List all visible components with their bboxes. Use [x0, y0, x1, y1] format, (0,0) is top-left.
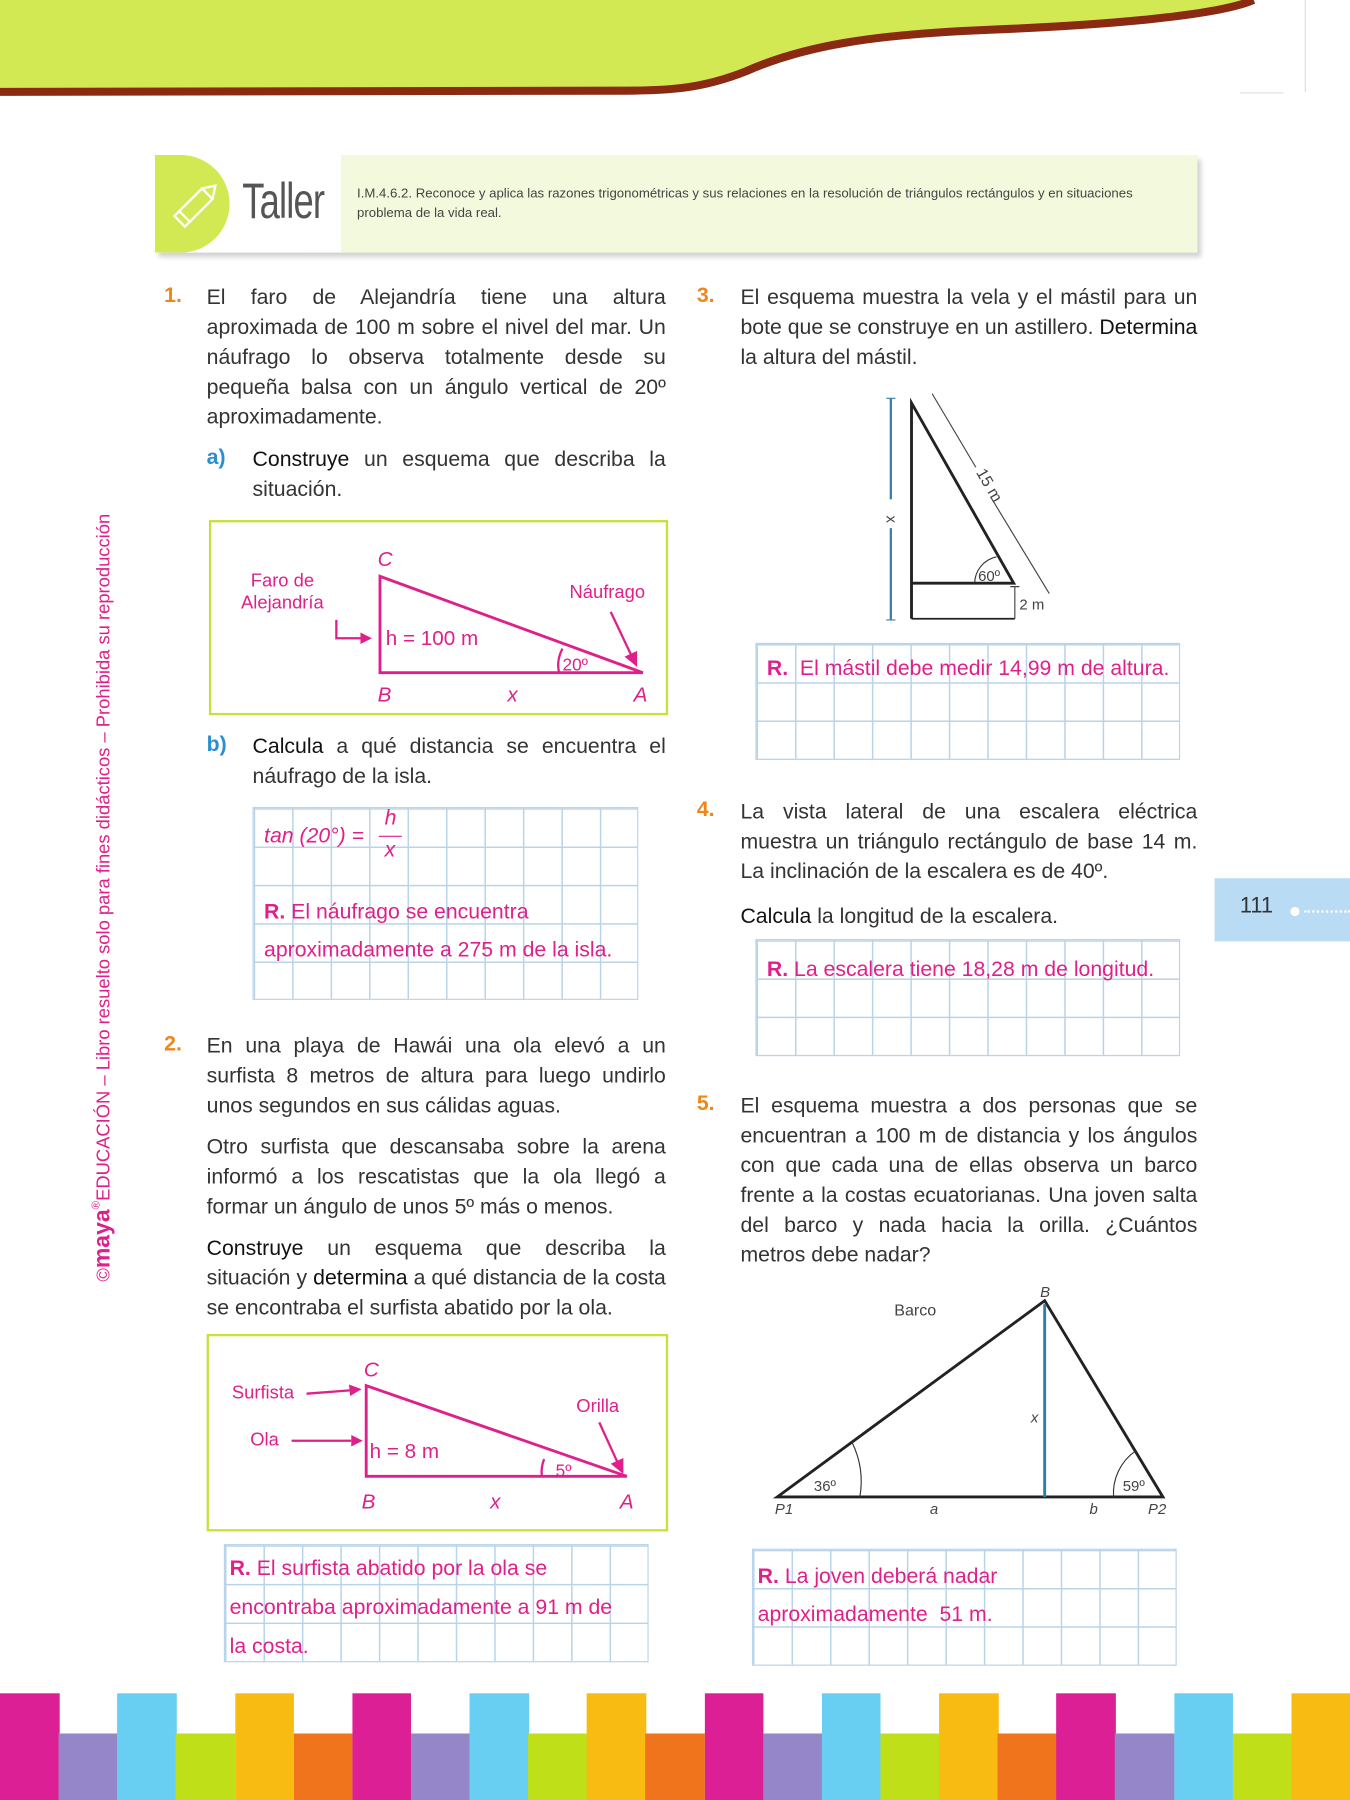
angle-p1-label: 36º	[813, 1478, 836, 1496]
vertex-a: A	[633, 683, 648, 707]
side-x: x	[490, 1490, 501, 1514]
problem-2-text-2: Otro surfista que descansaba sobre la arena informó a los rescatistas que la ola llegó a formar un ángulo de unos 5º más o menos.	[206, 1134, 666, 1219]
problem-2-text-1: En una playa de Hawái una ola elevó a un surfista 8 metros de altura para luego undirlo unos segundos en sus cálidas aguas.	[206, 1033, 666, 1118]
naufrago-label: Náufrago	[569, 581, 646, 603]
registered-symbol: ®	[90, 1200, 103, 1210]
decorative-stripes	[0, 1693, 1350, 1800]
arrow-icon	[349, 1384, 362, 1395]
vertex-a: A	[619, 1490, 634, 1514]
stripe	[411, 1733, 470, 1800]
stripe	[1174, 1693, 1233, 1800]
stripe	[822, 1693, 881, 1800]
header-wave	[0, 0, 1350, 115]
fraction-denominator: x	[384, 836, 396, 861]
stripe	[1115, 1733, 1174, 1800]
rest: la altura del mástil.	[740, 344, 918, 369]
answer-grid-3[interactable]	[755, 643, 1180, 760]
answer-5-line-2: aproximadamente 51 m.	[757, 1601, 993, 1626]
text: El esquema muestra la vela y el mástil para un bote que se construye en un astillero.	[740, 284, 1198, 339]
stripe	[528, 1733, 587, 1800]
answer-grid-5[interactable]	[752, 1549, 1177, 1666]
taller-header	[155, 155, 1197, 253]
diagram-2	[209, 1336, 666, 1529]
verb: Calcula	[252, 733, 324, 758]
verb: Calcula	[740, 903, 812, 928]
vertex-c: C	[377, 547, 393, 571]
arrow-icon	[360, 633, 371, 644]
r-label: R.	[766, 655, 789, 680]
height-x-label: x	[1030, 1409, 1039, 1427]
angle-label: 5º	[555, 1460, 572, 1481]
stripe	[1057, 1693, 1116, 1800]
stripe	[1233, 1733, 1292, 1800]
orilla-label: Orilla	[576, 1395, 620, 1417]
verb: Construye	[252, 446, 350, 471]
problem-3-text	[740, 282, 1197, 372]
answer-grid-4[interactable]	[755, 939, 1180, 1056]
problem-4-number: 4.	[696, 796, 715, 821]
problem-3-number: 3.	[696, 282, 715, 307]
rest: a qué distancia se encuentra el náufrago de la isla.	[252, 733, 666, 788]
rest: un esquema que describa la situación.	[252, 446, 666, 501]
answer-grid-2[interactable]	[224, 1544, 649, 1662]
stripe	[235, 1693, 294, 1800]
point-p2: P2	[1148, 1501, 1167, 1519]
rest: a qué distancia de la costa se encontraba el surfista abatido por la ola.	[206, 1265, 666, 1320]
ola-label: Ola	[250, 1428, 279, 1450]
vertex-b: B	[361, 1490, 376, 1514]
text: La escalera tiene 18,28 m de longitud.	[794, 956, 1155, 981]
angle-p2-label: 59º	[1122, 1478, 1145, 1496]
height-label: h = 8 m	[369, 1439, 440, 1463]
answer-2-line-1	[230, 1556, 548, 1581]
answer-1-line-1	[264, 899, 528, 924]
problem-1a-label: a)	[206, 444, 226, 469]
stripe	[352, 1693, 411, 1800]
stripe	[470, 1693, 529, 1800]
r-label: R.	[757, 1563, 779, 1588]
faro-label-2: Alejandría	[241, 591, 324, 613]
problem-5-number: 5.	[696, 1090, 715, 1115]
stripe	[59, 1733, 118, 1800]
faro-label-1: Faro de	[250, 569, 315, 591]
height-label: h = 100 m	[385, 627, 479, 651]
side-x: x	[507, 683, 518, 707]
page-number: 111	[1239, 894, 1274, 919]
answer-3-line-1	[767, 656, 1170, 681]
tan-expression: tan (20°) =	[264, 823, 365, 848]
diagram-2-box	[207, 1334, 668, 1531]
stripe	[293, 1733, 352, 1800]
hypotenuse-label: 15 m	[972, 465, 1006, 506]
problem-4-instruction	[740, 901, 1197, 931]
answer-1-line-2: aproximadamente a 275 m de la isla.	[264, 936, 613, 961]
sidebar-text: EDUCACIÓN – Libro resuelto solo para fines didácticos – Prohibida su reproducción	[94, 513, 115, 1201]
stripe	[1291, 1693, 1350, 1800]
stripe	[763, 1733, 822, 1800]
vertex-c: C	[363, 1358, 379, 1382]
answer-2-line-2: encontraba aproximadamente a 91 m de	[229, 1594, 613, 1619]
r-label: R.	[766, 956, 789, 981]
verb: determina	[313, 1265, 408, 1290]
stripe	[646, 1733, 705, 1800]
vertex-b: B	[1040, 1284, 1051, 1302]
diagram-1-box	[209, 520, 668, 715]
answer-2-line-3: la costa.	[229, 1633, 309, 1658]
barco-label: Barco	[894, 1301, 937, 1320]
taller-description: I.M.4.6.2. Reconoce y aplica las razones trigonométricas y sus relaciones en la resolución de triángulos rectángulos y en situaciones problema de la vida real.	[357, 187, 1133, 221]
surfista-label: Surfista	[231, 1381, 295, 1403]
diagram-5	[763, 1277, 1188, 1524]
problem-1a-text	[253, 444, 666, 504]
problem-1-text: El faro de Alejandría tiene una altura aproximada de 100 m sobre el nivel del mar. Un náufrago lo observa totalmente desde su pequeña balsa con un ángulo vertical de 20º aproximadamente.	[206, 284, 666, 429]
pencil-icon	[164, 173, 228, 237]
work-lhs	[264, 823, 364, 848]
answer-5-line-1	[758, 1564, 998, 1589]
segment-a: a	[929, 1501, 939, 1519]
problem-1b-text	[253, 731, 666, 791]
r-label: R.	[229, 1555, 251, 1580]
fraction-numerator: h	[384, 804, 397, 829]
stripe	[880, 1733, 939, 1800]
stripe	[998, 1733, 1057, 1800]
stripe	[704, 1693, 763, 1800]
page-number-tab	[1215, 878, 1350, 941]
problem-4-text: La vista lateral de una escalera eléctrica muestra un triángulo rectángulo de base 14 m. La inclinación de la escalera es de 40º.	[740, 799, 1198, 883]
stripe	[587, 1693, 646, 1800]
maya-logo: maya	[90, 1209, 116, 1269]
stripe	[0, 1693, 59, 1800]
vertex-b: B	[377, 683, 392, 707]
diagram-1	[211, 522, 666, 713]
problem-1b-label: b)	[206, 731, 227, 756]
problem-5-text: El esquema muestra a dos personas que se encuentran a 100 m de distancia y los ángulos con que cada una de ellas observa un barco frente a la costas ecuatorianas. Una joven salta del barco y nada hacia la orilla. ¿Cuántos metros debe nadar?	[740, 1092, 1198, 1267]
mast-x-label: x	[882, 515, 900, 523]
stripe	[117, 1693, 176, 1800]
mid: un esquema que describa la situación y	[206, 1235, 666, 1290]
problem-2-text-3	[207, 1233, 666, 1323]
problem-2-number: 2.	[164, 1030, 182, 1056]
diagram-3	[872, 385, 1067, 632]
verb: Construye	[206, 1235, 304, 1260]
segment-b: b	[1089, 1501, 1098, 1519]
problem-1-number: 1.	[164, 282, 182, 307]
stripe	[939, 1693, 998, 1800]
stripe	[176, 1733, 235, 1800]
text: La joven deberá nadar	[784, 1563, 998, 1588]
arrow-icon	[351, 1435, 362, 1446]
angle-label: 60º	[978, 567, 1001, 585]
copyright-symbol: ©	[94, 1268, 115, 1282]
rest: la longitud de la escalera.	[811, 903, 1059, 928]
text: El surfista abatido por la ola se	[256, 1555, 548, 1580]
taller-title: Taller	[242, 173, 325, 230]
point-p1: P1	[774, 1501, 794, 1519]
answer-grid-1[interactable]	[253, 804, 639, 1000]
angle-label: 20º	[562, 654, 588, 675]
text: El mástil debe medir 14,99 m de altura.	[799, 655, 1170, 680]
answer-4-line-1	[767, 956, 1154, 981]
verb: Determina	[1099, 314, 1198, 339]
base-offset-label: 2 m	[1019, 596, 1045, 614]
r-label: R.	[264, 898, 286, 923]
text: El náufrago se encuentra	[291, 898, 529, 923]
